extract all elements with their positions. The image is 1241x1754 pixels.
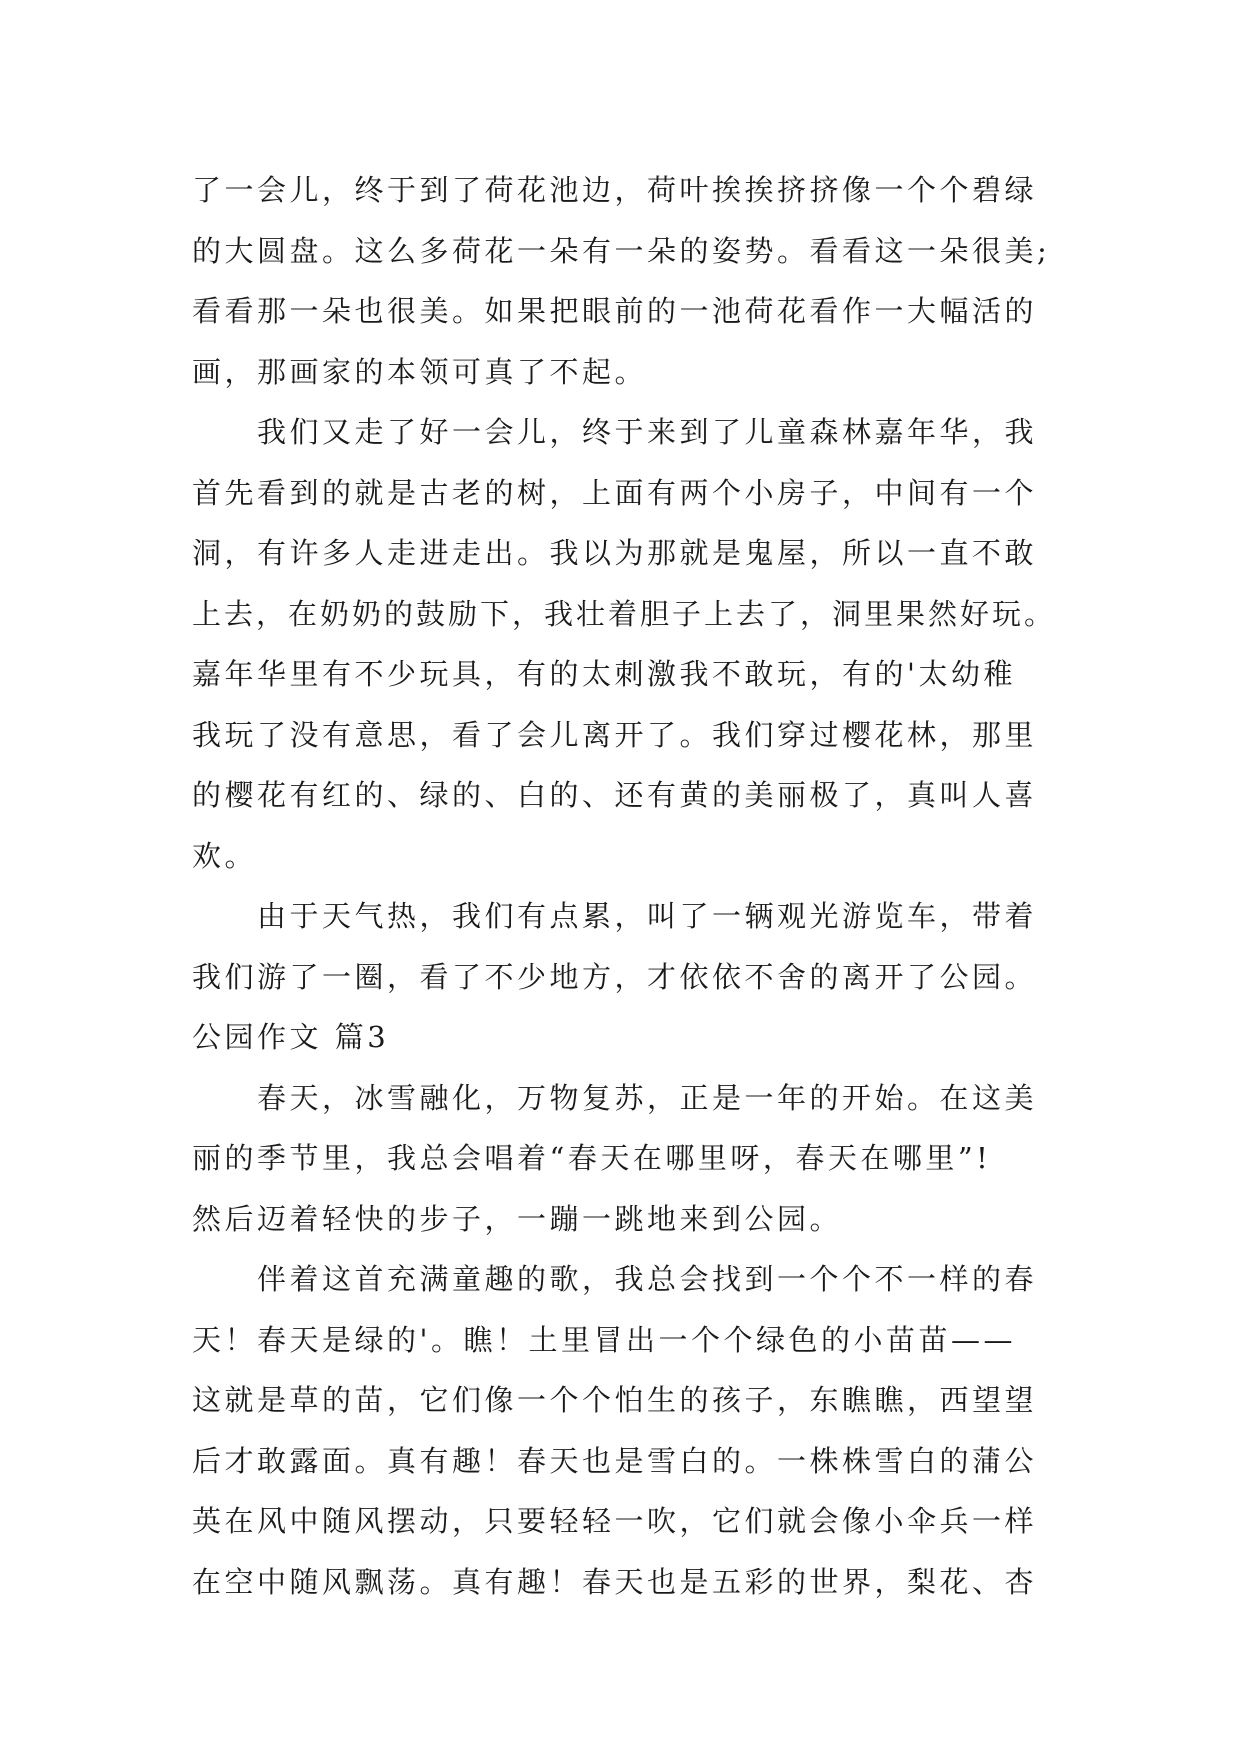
text-line: 我们游了一圈，看了不少地方，才依依不舍的离开了公园。 xyxy=(192,959,1038,994)
text-line: 丽的季节里，我总会唱着“春天在哪里呀，春天在哪里”! xyxy=(192,1141,992,1175)
text-line: 春天，冰雪融化，万物复苏，正是一年的开始。在这美 xyxy=(192,1080,1038,1115)
text-line: 画，那画家的本领可真了不起。 xyxy=(192,354,648,389)
text-line: 伴着这首充满童趣的歌，我总会找到一个个不一样的春 xyxy=(192,1262,1038,1296)
text-line: 英在风中随风摆动，只要轻轻一吹，它们就会像小伞兵一样 xyxy=(192,1504,1038,1538)
text-line: 然后迈着轻快的步子，一蹦一跳地来到公园。 xyxy=(192,1201,843,1236)
text-line: 的大圆盘。这么多荷花一朵有一朵的姿势。看看这一朵很美; xyxy=(192,233,1051,268)
text-line: 了一会儿，终于到了荷花池边，荷叶挨挨挤挤像一个个碧绿 xyxy=(192,173,1038,207)
text-line: 洞，有许多人走进走出。我以为那就是鬼屋，所以一直不敢 xyxy=(192,536,1038,570)
text-line: 的樱花有红的、绿的、白的、还有黄的美丽极了，真叫人喜 xyxy=(192,778,1038,812)
text-line: 在空中随风飘荡。真有趣！春天也是五彩的世界，梨花、杏 xyxy=(192,1564,1038,1599)
text-line: 我们又走了好一会儿，终于来到了儿童森林嘉年华，我 xyxy=(192,415,1038,449)
text-line: 嘉年华里有不少玩具，有的太刺激我不敢玩，有的'太幼稚 xyxy=(192,657,1016,691)
text-line: 天！春天是绿的'。瞧！土里冒出一个个绿色的小苗苗—— xyxy=(192,1322,1016,1357)
text-line: 首先看到的就是古老的树，上面有两个小房子，中间有一个 xyxy=(192,475,1038,510)
text-line: 这就是草的苗，它们像一个个怕生的孩子，东瞧瞧，西望望 xyxy=(192,1383,1038,1417)
text-line: 由于天气热，我们有点累，叫了一辆观光游览车，带着 xyxy=(192,899,1038,933)
section-heading: 公园作文 篇3 xyxy=(192,1020,390,1054)
text-line: 后才敢露面。真有趣！春天也是雪白的。一株株雪白的蒲公 xyxy=(192,1443,1038,1478)
text-line: 欢。 xyxy=(192,838,258,873)
essay-text xyxy=(192,160,1058,1612)
text-line: 上去，在奶奶的鼓励下，我壮着胆子上去了，洞里果然好玩。 xyxy=(192,596,1057,631)
text-line: 看看那一朵也很美。如果把眼前的一池荷花看作一大幅活的 xyxy=(192,294,1038,328)
text-line: 我玩了没有意思，看了会儿离开了。我们穿过樱花林，那里 xyxy=(192,717,1038,752)
